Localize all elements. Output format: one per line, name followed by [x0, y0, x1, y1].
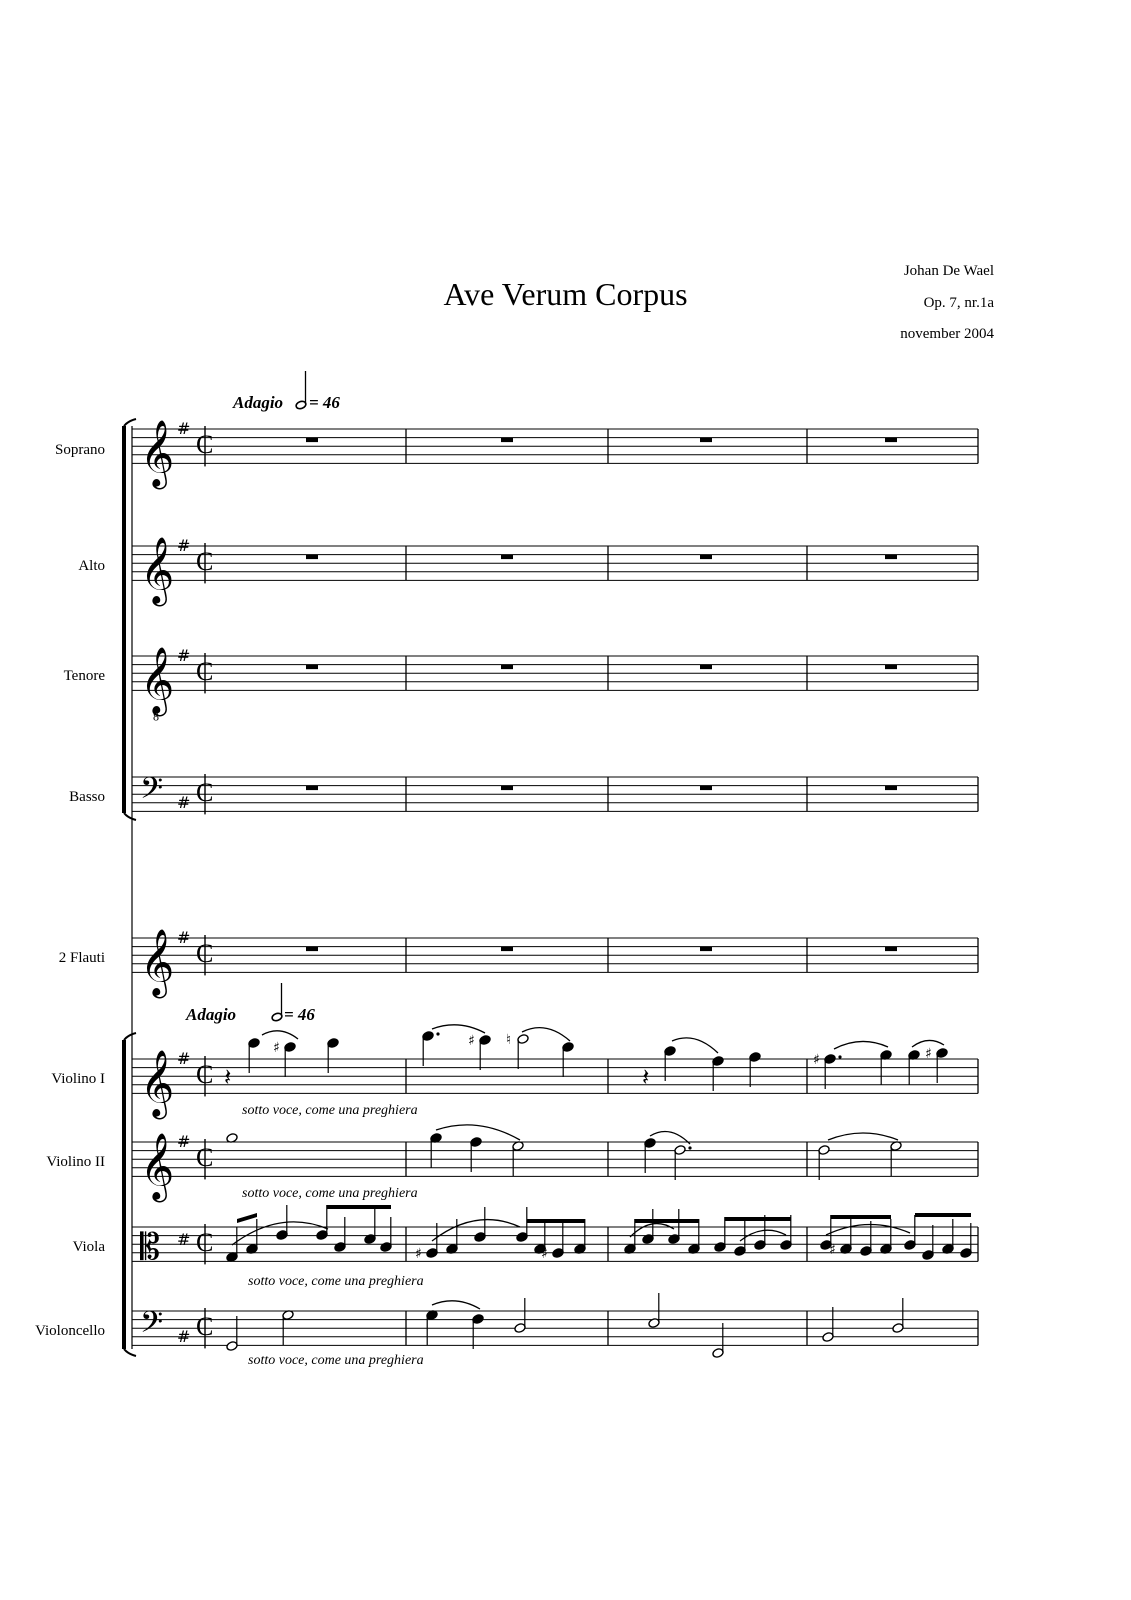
cut-time-icon: C	[196, 939, 214, 968]
staff-label-violino-1: Violino I	[51, 1071, 105, 1087]
bass-clef-icon: 𝄢	[140, 772, 164, 813]
sharp-key-icon: #	[177, 792, 191, 812]
expression-violoncello: sotto voce, come una preghiera	[248, 1353, 424, 1368]
note-head	[674, 1145, 692, 1180]
whole-rest-icon	[700, 947, 712, 952]
note-head	[712, 1056, 724, 1091]
note-head	[664, 1046, 676, 1081]
treble-clef-icon: 𝄞	[140, 645, 175, 714]
note-head	[960, 1223, 972, 1258]
staff-label-viola: Viola	[72, 1239, 105, 1255]
staff	[132, 772, 978, 814]
whole-rest-icon	[501, 438, 513, 443]
expression-viola: sotto voce, come una preghiera	[248, 1274, 424, 1289]
note-head	[734, 1221, 746, 1256]
quarter-rest-icon: 𝄽	[224, 1063, 232, 1091]
note-head	[422, 1031, 440, 1066]
slur-mark	[828, 1133, 898, 1140]
sharp-key-icon: #	[177, 646, 191, 665]
sharp-key-icon: #	[177, 1049, 191, 1068]
note-head	[925, 1046, 948, 1083]
alto-clef-icon: 𝄡	[140, 1227, 161, 1268]
staff	[132, 927, 978, 998]
treble-clef-icon: 𝄞	[140, 927, 175, 996]
staff	[132, 645, 978, 723]
cut-time-icon: C	[196, 657, 214, 686]
slur-mark	[826, 1224, 910, 1235]
whole-rest-icon	[885, 786, 897, 791]
half-note-tempo-icon	[295, 371, 307, 410]
whole-rest-icon	[306, 947, 318, 952]
treble-clef-icon: 𝄞	[140, 418, 175, 487]
metronome-marking-top: = 46	[309, 393, 340, 412]
slur-mark	[262, 1031, 298, 1039]
staff-label-soprano: Soprano	[55, 442, 105, 458]
whole-rest-icon	[306, 438, 318, 443]
sharp-key-icon: #	[177, 1326, 191, 1346]
beam-mark	[831, 1215, 891, 1219]
note-head	[446, 1219, 458, 1254]
note-head	[474, 1207, 486, 1242]
beam-mark	[635, 1219, 699, 1223]
note-head	[822, 1307, 834, 1342]
note-head	[516, 1207, 528, 1242]
cut-time-icon: C	[196, 1312, 214, 1341]
beam-mark	[527, 1219, 585, 1223]
treble-clef-icon: 𝄞	[140, 1131, 175, 1200]
note-head	[246, 1219, 258, 1254]
whole-rest-icon	[700, 555, 712, 560]
beam-mark	[915, 1213, 971, 1217]
whole-rest-icon	[501, 665, 513, 670]
sharp-key-icon: #	[177, 536, 191, 555]
whole-rest-icon	[700, 786, 712, 791]
svg-text:♯: ♯	[829, 1242, 836, 1258]
staff	[132, 1306, 978, 1348]
composition-date: november 2004	[900, 326, 994, 342]
beam-mark	[237, 1213, 257, 1223]
staff-label-violoncello: Violoncello	[35, 1323, 105, 1339]
note-head	[472, 1314, 484, 1349]
note-head	[714, 1217, 726, 1252]
whole-rest-icon	[306, 786, 318, 791]
cut-time-icon: C	[196, 1228, 214, 1257]
treble-clef-icon: 𝄞	[140, 1048, 175, 1117]
note-head	[813, 1052, 842, 1089]
expression-violino-1: sotto voce, come una preghiera	[242, 1103, 418, 1118]
staff	[132, 418, 978, 489]
note-head	[880, 1219, 892, 1254]
whole-rest-icon	[885, 665, 897, 670]
whole-rest-icon	[501, 786, 513, 791]
note-head	[922, 1225, 934, 1260]
whole-rest-icon	[885, 555, 897, 560]
whole-rest-icon	[501, 947, 513, 952]
note-head	[506, 1032, 529, 1069]
note-head	[226, 1316, 238, 1351]
slur-mark	[522, 1028, 570, 1041]
tempo-marking-strings: Adagio	[186, 1005, 237, 1024]
note-head	[415, 1223, 438, 1262]
staff-label-tenore: Tenore	[63, 668, 105, 684]
staff-label-violino-2: Violino II	[46, 1154, 105, 1170]
staves-group	[132, 418, 978, 1348]
slur-mark	[432, 1301, 480, 1309]
note-head	[829, 1219, 852, 1258]
cut-time-icon: C	[196, 1143, 214, 1172]
svg-text:♯: ♯	[813, 1052, 820, 1068]
treble-clef-icon: 𝄞	[140, 535, 175, 604]
tempo-marking-top: Adagio	[233, 393, 284, 412]
whole-rest-icon	[306, 665, 318, 670]
piece-title: Ave Verum Corpus	[443, 276, 688, 312]
whole-rest-icon	[700, 665, 712, 670]
slur-mark	[672, 1038, 718, 1053]
staff-label-basso: Basso	[69, 789, 105, 805]
slur-mark	[834, 1041, 888, 1049]
sharp-key-icon: #	[177, 1132, 191, 1151]
whole-rest-icon	[306, 555, 318, 560]
sharp-key-icon: #	[177, 928, 191, 947]
note-head	[470, 1137, 482, 1172]
note-head	[818, 1145, 830, 1180]
staff-label-alto: Alto	[78, 558, 105, 574]
note-head	[574, 1219, 586, 1254]
whole-rest-icon	[501, 555, 513, 560]
bass-clef-icon: 𝄢	[140, 1306, 164, 1347]
strings-bracket	[124, 1033, 136, 1356]
cut-time-icon: C	[196, 778, 214, 807]
beam-mark	[725, 1217, 791, 1221]
sharp-key-icon: #	[177, 419, 191, 438]
svg-text:♯: ♯	[468, 1033, 475, 1049]
cut-time-icon: C	[196, 1060, 214, 1089]
beam-mark	[327, 1205, 391, 1209]
svg-text:♯: ♯	[925, 1046, 932, 1062]
note-head	[468, 1033, 491, 1070]
cut-time-icon: C	[196, 430, 214, 459]
note-head	[942, 1219, 954, 1254]
note-head	[334, 1217, 346, 1252]
note-head	[380, 1217, 392, 1252]
cut-time-icon: C	[196, 547, 214, 576]
quarter-rest-icon: 𝄽	[642, 1063, 650, 1091]
expression-violino-2: sotto voce, come una preghiera	[242, 1186, 418, 1201]
whole-rest-icon	[700, 438, 712, 443]
svg-text:♯: ♯	[273, 1040, 280, 1056]
note-head	[316, 1205, 328, 1240]
whole-rest-icon	[885, 947, 897, 952]
note-head	[512, 1141, 524, 1176]
note-head	[282, 1310, 294, 1345]
note-head	[514, 1298, 526, 1333]
note-head	[749, 1052, 761, 1087]
slur-mark	[432, 1025, 485, 1033]
svg-text:♯: ♯	[415, 1246, 422, 1262]
choir-bracket	[124, 419, 136, 820]
staff-label-flauti: 2 Flauti	[58, 950, 105, 966]
whole-rest-icon	[885, 438, 897, 443]
metronome-marking-strings: = 46	[284, 1005, 315, 1024]
slur-mark	[630, 1224, 674, 1237]
svg-text:♯: ♯	[541, 1246, 548, 1262]
svg-text:♮: ♮	[506, 1032, 512, 1048]
half-note-tempo-icon	[271, 983, 283, 1022]
octave-eight-mark: 8	[153, 709, 159, 724]
opus-number: Op. 7, nr.1a	[923, 295, 994, 311]
note-head	[426, 1310, 438, 1345]
note-head	[890, 1141, 902, 1176]
staff	[132, 535, 978, 606]
sharp-key-icon: #	[177, 1229, 191, 1249]
note-head	[892, 1298, 904, 1333]
note-head	[860, 1221, 872, 1256]
composer-name: Johan De Wael	[903, 263, 994, 279]
note-head	[688, 1219, 700, 1254]
